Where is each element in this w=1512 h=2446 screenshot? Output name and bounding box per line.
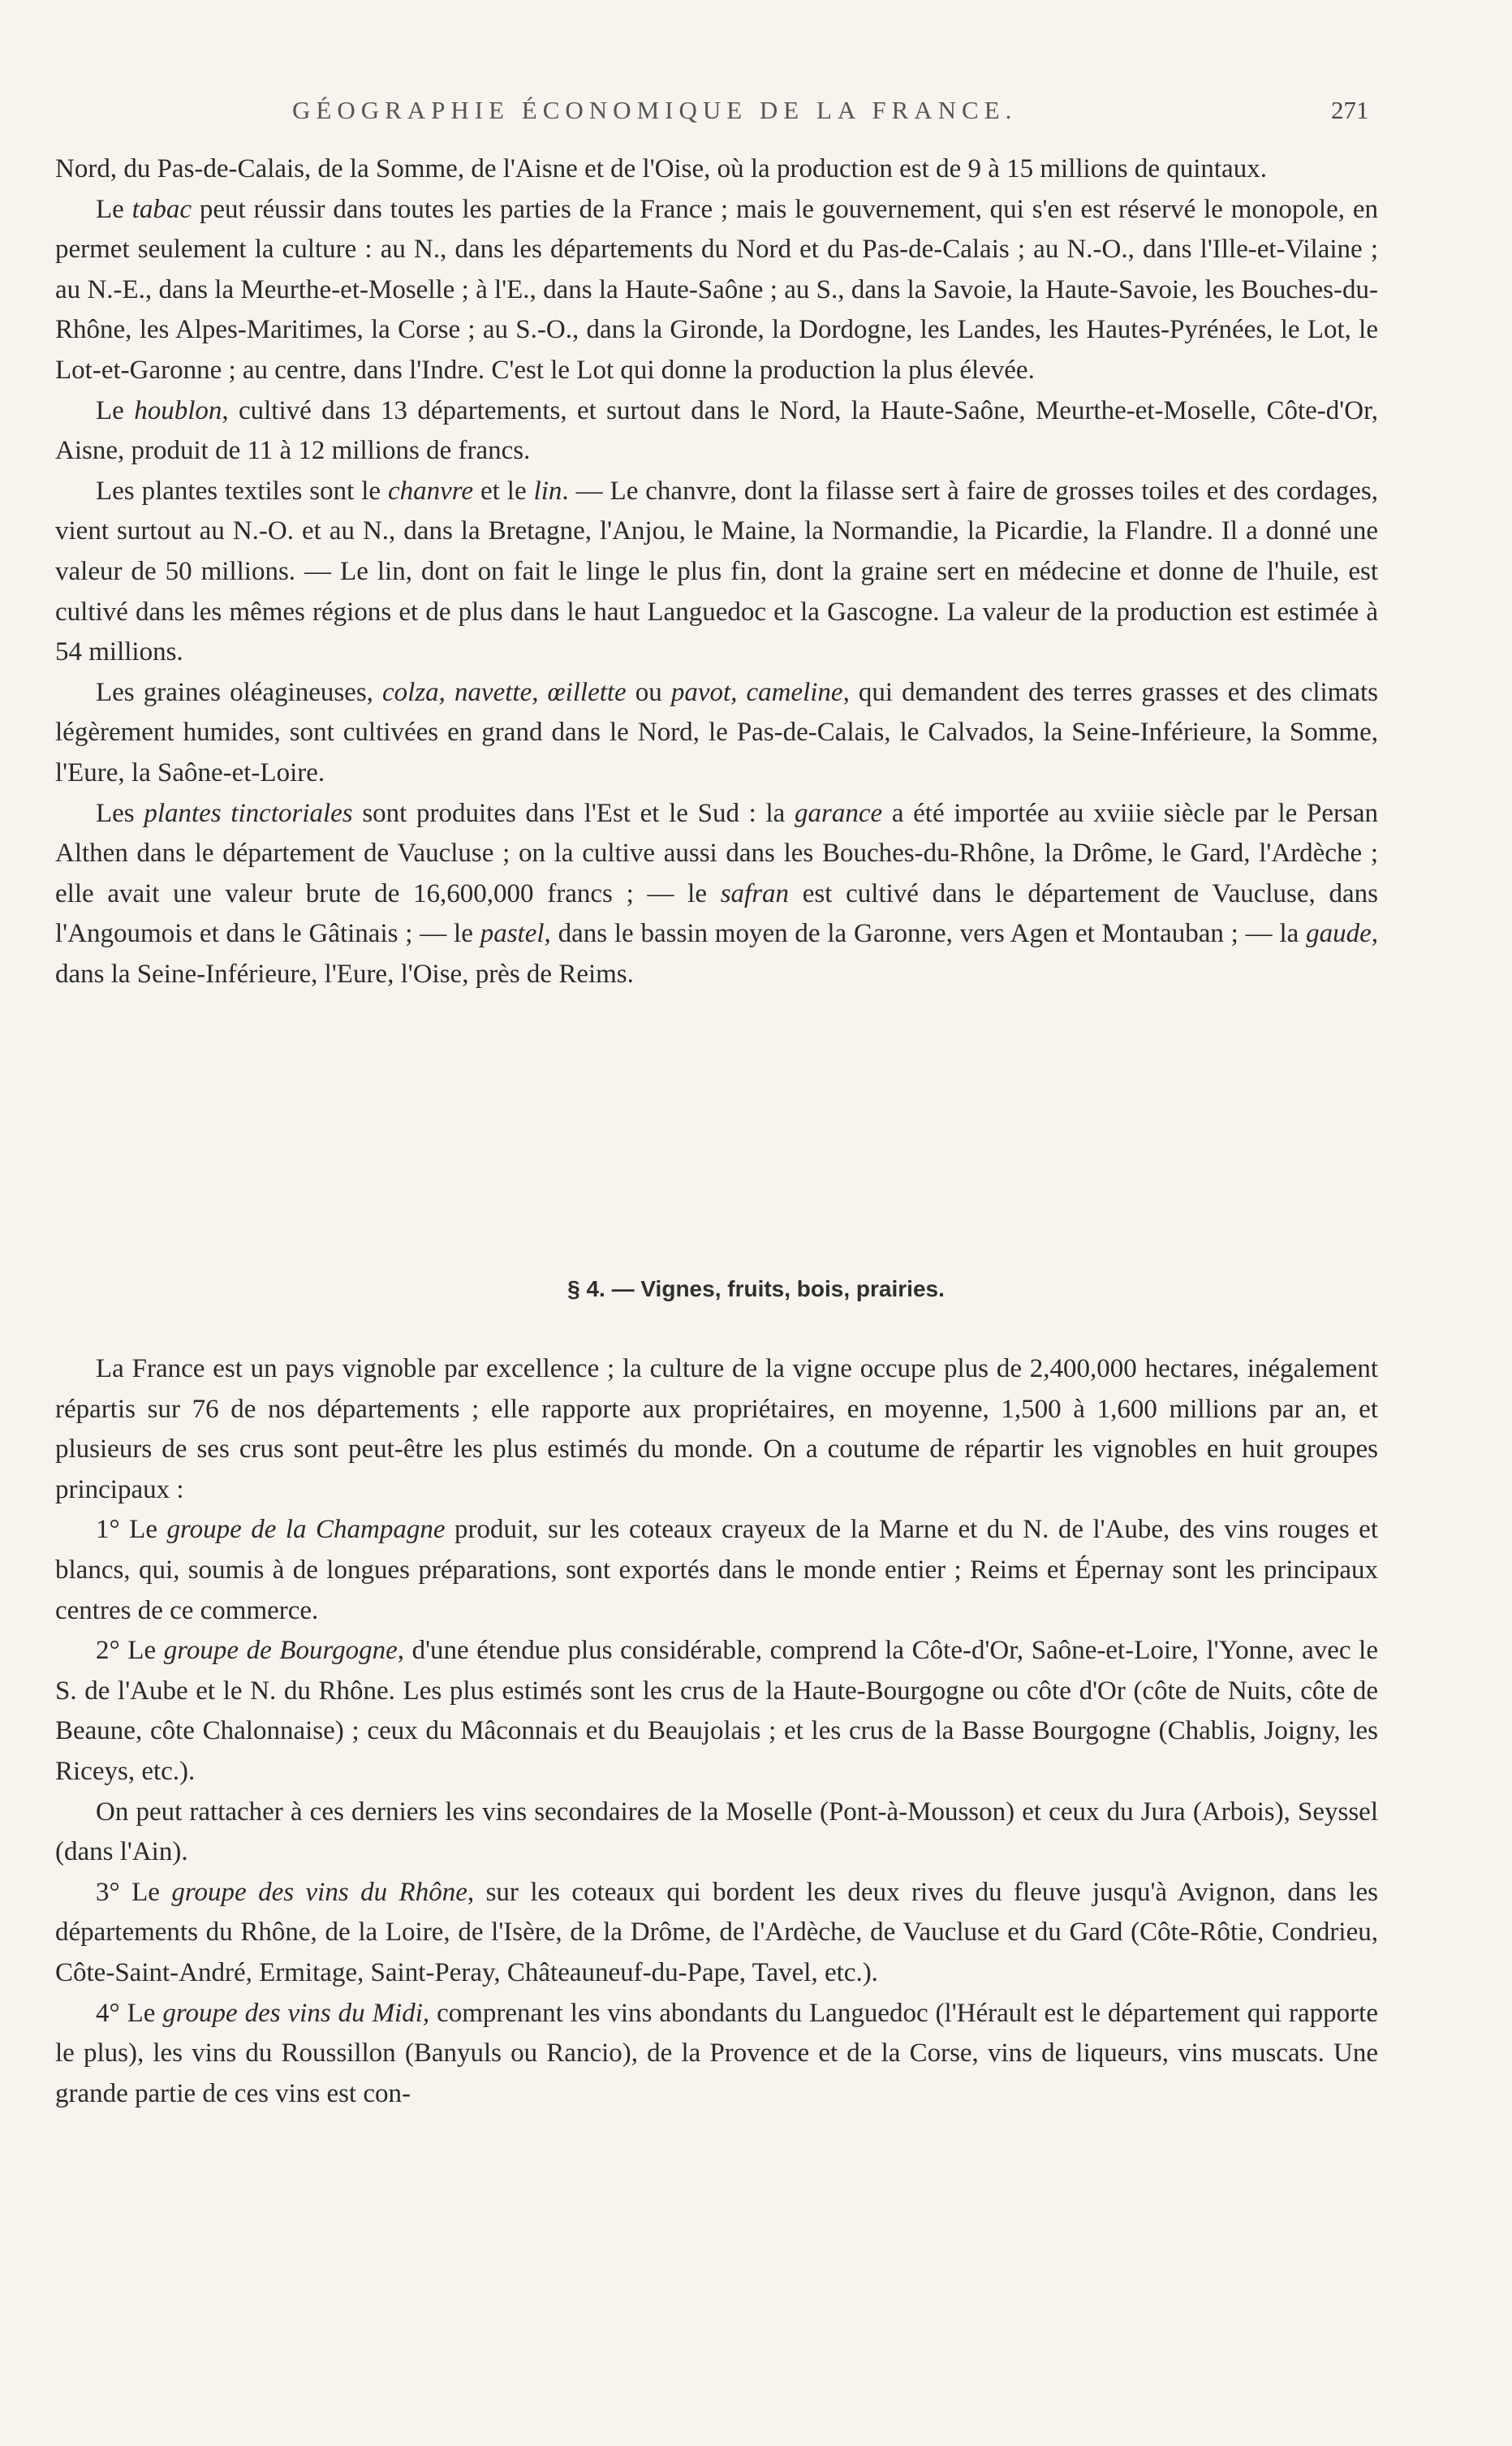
italic-term: lin [533, 476, 562, 506]
text-run: Le [96, 194, 132, 224]
text-run: , sur les coteaux qui bordent les deux rives du fleuve jusqu'à Avignon, dans les départements du Rhône, de la Loire, de l'Isère, de la Drôme, de l'Ardèche, de Vaucluse et du Gard (Côte-Rôtie, Condrieu, Côte-Saint-André, Ermitage, Saint-Peray, Châteauneuf-du-Pape, Tavel, etc.). [55, 1877, 1378, 1987]
paragraph [55, 1510, 1378, 1631]
paragraph [55, 794, 1378, 995]
paragraph [55, 1873, 1378, 1994]
text-run: 1° Le [96, 1515, 167, 1545]
italic-term: safran [720, 878, 790, 908]
paragraph [55, 1349, 1378, 1510]
text-run: . — Le chanvre, dont la filasse sert à faire de grosses toiles et des cordages, vient surtout au N.-O. et au N., dans la Bretagne, l'Anjou, le Maine, la Normandie, la Picardie, la Flandre. Il a donné une valeur de 50 millions. — Le lin, dont on fait le linge le plus fin, dont la graine sert en médecine et donne de l'huile, est cultivé dans les mêmes régions et de plus dans le haut Languedoc et la Gascogne. La valeur de la production est estimée à 54 millions. [55, 476, 1378, 667]
text-run: Les plantes textiles sont le [96, 476, 388, 506]
text-run: Le [96, 395, 135, 425]
text-run: peut réussir dans toutes les parties de la France ; mais le gouvernement, qui s'en est réservé le monopole, en permet seulement la culture : au N., dans les départements du Nord et du Pas-de-Calais ; au N.-O., dans l'Ille-et-Vilaine ; au N.-E., dans la Meurthe-et-Moselle ; à l'E., dans la Haute-Saône ; au S., dans la Savoie, la Haute-Savoie, les Bouches-du-Rhône, les Alpes-Maritimes, la Corse ; au S.-O., dans la Gironde, la Dordogne, les Landes, les Hautes-Pyrénées, le Lot, le Lot-et-Garonne ; au centre, dans l'Indre. C'est le Lot qui donne la production la plus élevée. [55, 194, 1378, 385]
text-run: 4° Le [96, 1998, 163, 2028]
italic-term: groupe des vins du Rhône [171, 1877, 467, 1907]
text-run: 3° Le [96, 1877, 172, 1907]
text-run: Les [96, 798, 144, 828]
paragraph [55, 391, 1378, 472]
italic-term: colza, navette, œillette [382, 677, 627, 707]
paragraph [55, 149, 1378, 190]
italic-term: groupe des vins du Midi, [162, 1998, 430, 2028]
paragraph [55, 673, 1378, 794]
paragraph [55, 1994, 1378, 2115]
paragraph [55, 1631, 1378, 1792]
text-run: comprenant les vins abondants du Languedoc (l'Hérault est le département qui rapporte le plus), les vins du Roussillon (Banyuls ou Rancio), de la Provence et de la Corse, vins de liqueurs, vins muscats. Une grande partie de ces vins est con- [55, 1998, 1378, 2108]
text-run: , d'une étendue plus considérable, comprend la Côte-d'Or, Saône-et-Loire, l'Yonne, avec le S. de l'Aube et le N. du Rhône. Les plus estimés sont les crus de la Haute-Bourgogne ou côte d'Or (côte de Nuits, côte de Beaune, côte Chalonnaise) ; ceux du Mâconnais et du Beaujolais ; et les crus de la Basse Bourgogne (Chablis, Joigny, les Riceys, etc.). [55, 1636, 1378, 1786]
text-run: , qui demandent des terres grasses et des climats légèrement humides, sont cultivées en grand dans le Nord, le Pas-de-Calais, le Calvados, la Seine-Inférieure, la Somme, l'Eure, la Saône-et-Loire. [55, 677, 1378, 787]
text-run: sont produites dans l'Est et le Sud : la [352, 798, 795, 828]
text-run: est cultivé dans le département de Vaucluse, dans l'Angoumois et dans le Gâtinais ; — le [55, 878, 1378, 949]
text-run: Nord, du Pas-de-Calais, de la Somme, de l'Aisne et de l'Oise, où la production est de 9 à 15 millions de quintaux. [55, 154, 1267, 183]
paragraph [55, 472, 1378, 673]
text-run: dans le bassin moyen de la Garonne, vers Agen et Montauban ; — la [550, 919, 1307, 949]
paragraph [55, 190, 1378, 391]
text-run: , cultivé dans 13 départements, et surtout dans le Nord, la Haute-Saône, Meurthe-et-Moselle, Côte-d'Or, Aisne, produit de 11 à 12 millions de francs. [55, 395, 1378, 466]
italic-term: chanvre [388, 476, 474, 506]
text-body-lower [55, 1349, 1378, 2114]
text-run: 2° Le [96, 1636, 164, 1666]
italic-term: groupe de Bourgogne [163, 1636, 398, 1666]
italic-term: pastel, [480, 919, 551, 949]
paragraph [55, 1792, 1378, 1873]
italic-term: houblon [134, 395, 222, 425]
page-number: 271 [1331, 96, 1369, 124]
italic-term: gaude, [1306, 919, 1379, 949]
text-run: et le [473, 476, 534, 506]
italic-term: groupe de la Champagne [166, 1515, 446, 1545]
text-run: produit, sur les coteaux crayeux de la Marne et du N. de l'Aube, des vins rouges et blancs, qui, soumis à de longues préparations, sont exportés dans le monde entier ; Reims et Épernay sont les principaux centres de ce commerce. [55, 1515, 1378, 1625]
section-heading: § 4. — Vignes, fruits, bois, prairies. [567, 1276, 945, 1301]
text-run: La France est un pays vignoble par excellence ; la culture de la vigne occupe plus de 2,400,000 hectares, inégalement répartis sur 76 de nos départements ; elle rapporte aux propriétaires, en moyenne, 1,500 à 1,600 millions par an, et plusieurs de ses crus sont peut-être les plus estimés du monde. On a coutume de répartir les vignobles en huit groupes principaux : [55, 1354, 1378, 1504]
text-run: ou [626, 677, 671, 707]
text-run: dans la Seine-Inférieure, l'Eure, l'Oise, près de Reims. [55, 959, 634, 989]
text-body-upper [55, 149, 1378, 994]
text-run: On peut rattacher à ces derniers les vins secondaires de la Moselle (Pont-à-Mousson) et ceux du Jura (Arbois), Seyssel (dans l'Ain). [55, 1797, 1378, 1867]
italic-term: garance [795, 798, 883, 828]
italic-term: tabac [131, 194, 192, 224]
text-run: a été importée au xviiie siècle par le Persan Althen dans le département de Vaucluse ; on la cultive aussi dans les Bouches-du-Rhône, la Drôme, le Gard, l'Ardèche ; elle avait une valeur brute de 16,600,000 francs ; — le [55, 798, 1378, 908]
italic-term: pavot, cameline [670, 677, 843, 707]
text-run: Les graines oléagineuses, [96, 677, 382, 707]
italic-term: plantes tinctoriales [144, 798, 353, 828]
running-head: GÉOGRAPHIE ÉCONOMIQUE DE LA FRANCE. [292, 96, 1018, 124]
